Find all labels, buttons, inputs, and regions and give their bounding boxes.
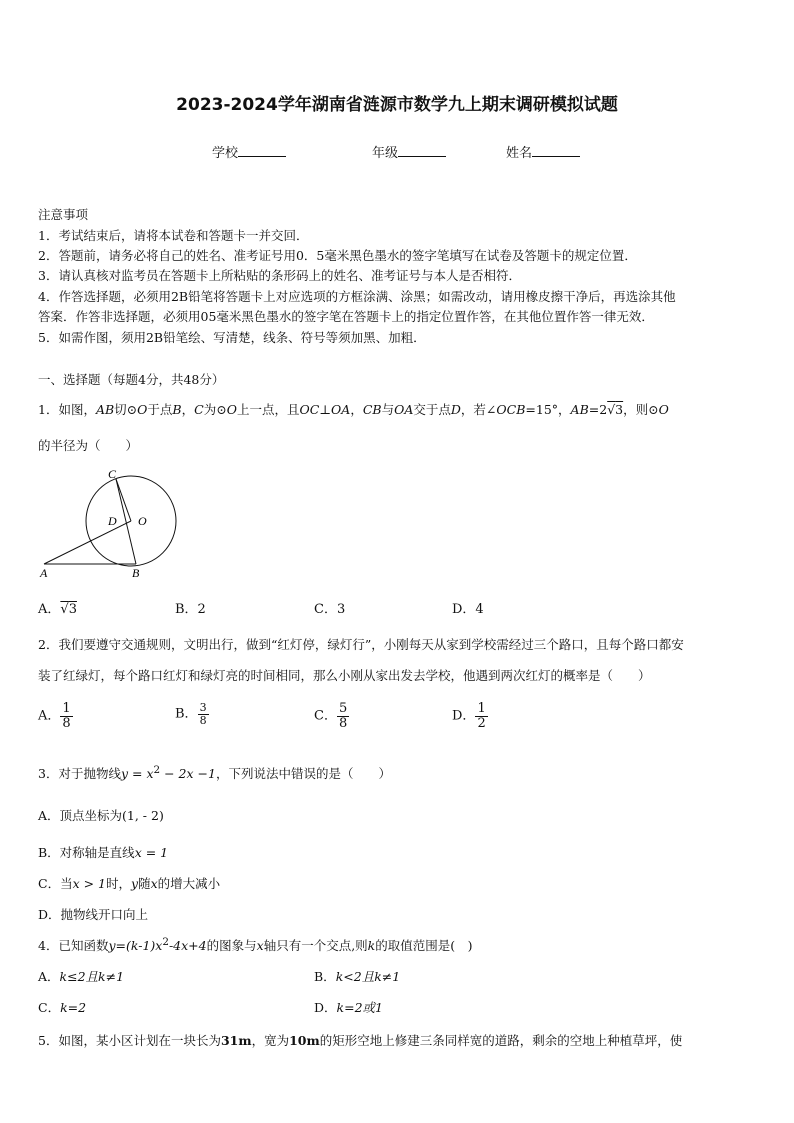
q1-text: 1．如图， — [38, 402, 96, 417]
question-2-line1: 2．我们要遵守交通规则，文明出行，做到“红灯停，绿灯行”，小刚每天从家到学校需经过三个路口，且每个路口都安 — [38, 637, 684, 652]
q4-math: k — [367, 938, 376, 954]
q4-function: y=(k-1)x — [108, 938, 163, 954]
label-o: O — [138, 514, 147, 528]
q1-math: AB — [95, 402, 115, 417]
q4-math: x — [256, 938, 264, 954]
school-blank — [238, 144, 286, 157]
sqrt-radicand: √3 — [60, 602, 77, 617]
sqrt-radicand: √3 — [607, 402, 624, 417]
option-math: x > 1 — [72, 876, 107, 891]
q1-text: =15°， — [525, 402, 571, 417]
q1-text: ，则⊙ — [623, 402, 659, 417]
q4-option-b — [314, 967, 400, 985]
q1-math: C — [194, 402, 204, 417]
school-field — [212, 142, 286, 161]
numerator: 5 — [338, 701, 348, 716]
q1-text: 上一点，且 — [236, 402, 300, 417]
segment-cb — [116, 479, 136, 564]
q4-option-d — [314, 998, 383, 1016]
q1-text: =2 — [588, 402, 608, 417]
q1-option-d: D．4 — [452, 602, 484, 617]
numerator: 3 — [199, 701, 207, 714]
q1-text: 为⊙ — [203, 402, 227, 417]
q4-text: 4．已知函数 — [38, 938, 109, 954]
q1-option-c: C．3 — [314, 602, 346, 617]
option-text: C．当 — [38, 876, 73, 891]
q1-math: OA — [394, 402, 414, 417]
q4-option-a — [38, 967, 124, 985]
q3-option-c — [38, 874, 220, 892]
denominator: 8 — [338, 715, 348, 731]
q1-math: O — [226, 402, 237, 417]
q3-text: 3．对于抛物线 — [38, 766, 121, 782]
q1-option-b: B．2 — [175, 602, 206, 617]
name-blank — [532, 144, 580, 157]
q1-math: OC — [299, 402, 320, 417]
q1-text: ， — [350, 402, 363, 417]
label-c: C — [108, 467, 117, 481]
question-5-stem — [38, 1031, 682, 1049]
q1-text: 交于点 — [413, 402, 451, 417]
option-text: A．顶点坐标为 — [38, 808, 123, 823]
q2-option-d — [452, 702, 488, 730]
q1-option-a — [38, 598, 77, 617]
q2-option-c — [314, 702, 349, 730]
page-title: 2023-2024学年湖南省涟源市数学九上期末调研模拟试题 — [176, 95, 618, 115]
q3-option-d: D．抛物线开口向上 — [38, 907, 149, 922]
q1-text: ， — [181, 402, 195, 417]
section-heading: 一、选择题（每题4分，共48分） — [38, 372, 225, 387]
denominator: 8 — [199, 713, 207, 727]
denominator: 8 — [62, 715, 71, 731]
notice-item: 2．答题前，请务必将自己的姓名、准考证号用0．5毫米黑色墨水的签字笔填写在试卷及答题卡的规定位置． — [38, 248, 637, 263]
question-4-stem — [38, 936, 473, 954]
q1-sqrt-value: 3 — [615, 402, 624, 417]
q1-math: O — [658, 402, 669, 417]
q3-equation: − 2x −1 — [160, 766, 216, 782]
school-label: 学校 — [212, 146, 239, 161]
fraction — [475, 702, 487, 730]
notice-item: 答案．作答非选择题，必须用05毫米黑色墨水的签字笔在答题卡上的指定位置作答，在其他位置作答一律无效． — [38, 309, 654, 324]
option-value: k=2 — [60, 1000, 87, 1015]
numerator: 1 — [62, 701, 71, 716]
q1-text: 与 — [381, 402, 395, 417]
grade-blank — [398, 144, 446, 157]
q5-width: 10m — [289, 1033, 320, 1048]
q2-option-b — [175, 702, 209, 726]
option-text: 时， — [106, 876, 132, 891]
fraction — [337, 702, 349, 730]
fraction — [60, 702, 72, 730]
q1-text: ，若∠ — [460, 402, 497, 417]
question-3-stem — [38, 764, 391, 782]
q3-option-a — [38, 806, 164, 824]
q3-option-b — [38, 843, 168, 861]
question-1-stem — [38, 400, 669, 418]
q5-text: 5．如图，某小区计划在一块长为 — [38, 1033, 221, 1048]
q5-text: ，宽为 — [251, 1033, 290, 1048]
option-value: (1, - 2) — [122, 808, 164, 823]
q1-math: D — [450, 402, 461, 417]
numerator: 1 — [477, 701, 486, 716]
q4-function: -4x+4 — [168, 938, 207, 954]
option-math: x — [150, 876, 158, 891]
q4-option-c — [38, 998, 86, 1016]
option-letter: A． — [38, 602, 61, 617]
option-letter: C． — [314, 708, 337, 724]
notice-heading: 注意事项 — [38, 207, 89, 222]
question-1-line2: 的半径为（ ） — [38, 438, 139, 453]
notice-item: 5．如需作图，须用2B铅笔绘、写清楚，线条、符号等须加黑、加粗． — [38, 330, 426, 345]
option-value: k<2且k≠1 — [335, 969, 401, 984]
option-value: k≤2且k≠1 — [59, 969, 125, 984]
q3-exponent: 2 — [153, 764, 161, 776]
option-letter: B． — [175, 706, 198, 722]
q1-math: AB — [570, 402, 589, 417]
grade-label: 年级 — [372, 146, 399, 161]
q1-text: 于点 — [147, 402, 173, 417]
q4-exponent: 2 — [162, 936, 169, 948]
notice-item: 4．作答选择题，必须用2B铅笔将答题卡上对应选项的方框涂满、涂黑；如需改动，请用橡皮擦干净后，再选涂其他 — [38, 289, 676, 304]
q5-length: 31m — [220, 1033, 252, 1048]
name-field — [506, 142, 580, 161]
q1-math: B — [172, 402, 182, 417]
q3-text: ，下列说法中错误的是（ ） — [215, 766, 391, 782]
denominator: 2 — [477, 715, 486, 731]
option-value: k=2或1 — [336, 1000, 383, 1015]
option-text: 的增大减小 — [157, 876, 221, 891]
option-value: 3 — [68, 602, 77, 617]
q3-equation: y = x — [120, 766, 154, 782]
q1-text: ⊥ — [319, 402, 332, 417]
option-letter: C． — [38, 1000, 61, 1015]
option-letter: A． — [38, 969, 60, 984]
label-a: A — [40, 566, 48, 580]
segment-ao — [44, 521, 131, 564]
label-b: B — [132, 566, 140, 580]
q5-text: 的矩形空地上修建三条同样宽的道路，剩余的空地上种植草坪，使 — [319, 1033, 683, 1048]
q4-text: 的取值范围是( ) — [375, 938, 473, 954]
circle-tangent-figure — [36, 462, 196, 582]
label-d: D — [108, 514, 117, 528]
notice-item: 1．考试结束后，请将本试卷和答题卡一并交回． — [38, 228, 309, 243]
option-math: y — [131, 876, 139, 891]
q4-text: 轴只有一个交点,则 — [263, 938, 368, 954]
option-letter: A． — [38, 708, 61, 724]
option-letter: B． — [314, 969, 336, 984]
name-label: 姓名 — [506, 146, 533, 161]
option-text: 随 — [138, 876, 151, 891]
segment-oc — [116, 479, 131, 521]
q2-option-a — [38, 702, 73, 730]
notice-item: 3．请认真核对监考员在答题卡上所粘贴的条形码上的姓名、准考证号与本人是否相符． — [38, 268, 521, 283]
question-2-line2: 装了红绿灯，每个路口红灯和绿灯亮的时间相同，那么小刚从家出发去学校，他遇到两次红灯的概率是（ ） — [38, 668, 651, 683]
q1-math: OA — [331, 402, 351, 417]
option-letter: D． — [452, 708, 476, 724]
option-letter: D． — [314, 1000, 337, 1015]
q1-math: CB — [362, 402, 382, 417]
q1-math: OCB — [496, 402, 526, 417]
q4-text: 的图象与 — [206, 938, 257, 954]
option-value: x = 1 — [134, 845, 169, 860]
fraction — [198, 702, 209, 726]
q1-math: O — [137, 402, 148, 417]
grade-field — [372, 142, 446, 161]
option-text: B．对称轴是直线 — [38, 845, 135, 860]
q1-text: 切⊙ — [114, 402, 138, 417]
